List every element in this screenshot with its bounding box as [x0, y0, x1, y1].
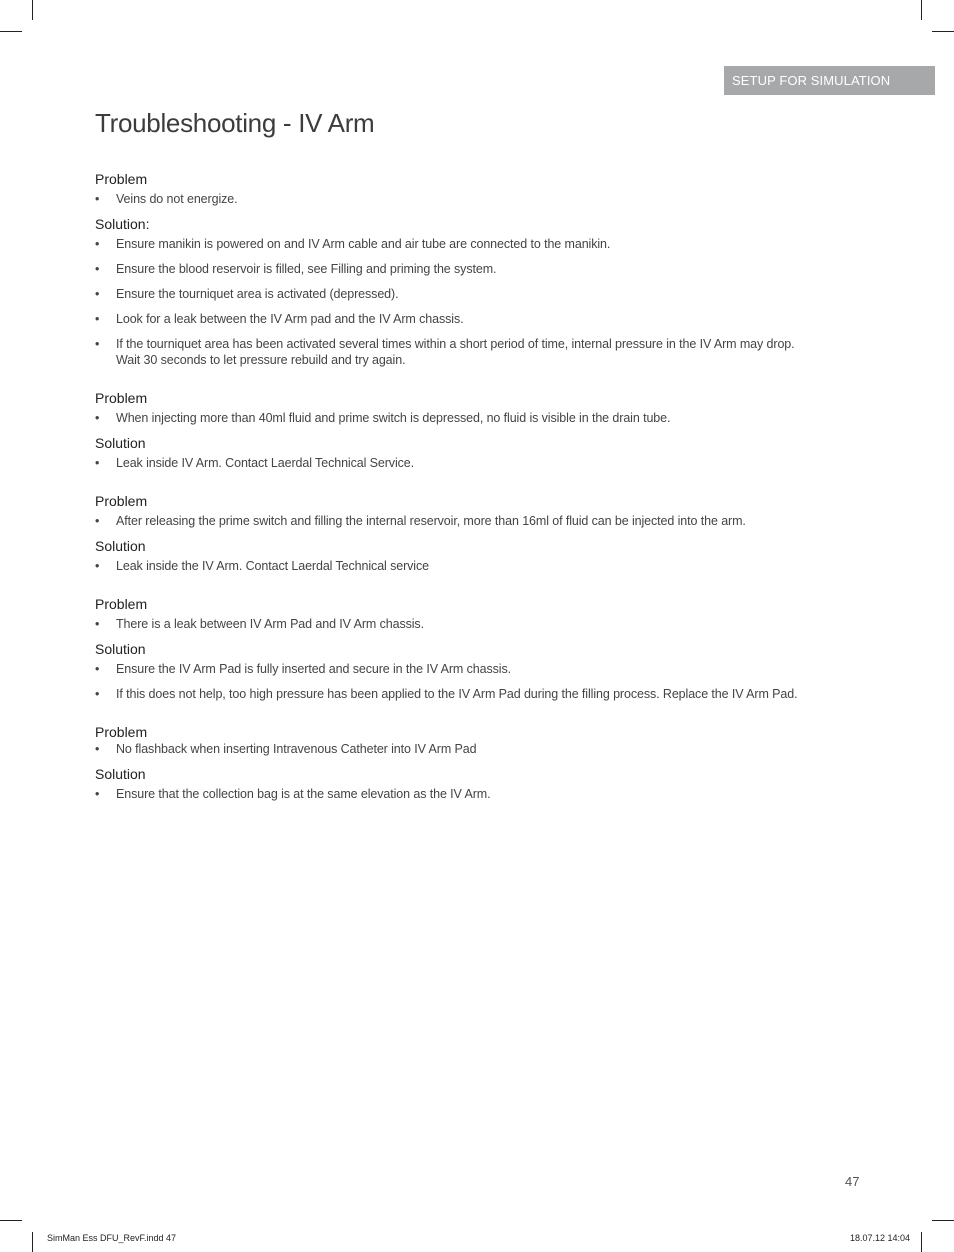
list-item	[95, 686, 815, 702]
bullet: •	[95, 617, 100, 631]
problem-list	[95, 513, 815, 529]
page-number: 47	[845, 1174, 860, 1189]
bullet: •	[95, 192, 100, 206]
item-text: Leak inside IV Arm. Contact Laerdal Technical Service.	[116, 456, 415, 470]
crop-mark-top-right-v	[921, 0, 922, 20]
list-item	[95, 410, 815, 426]
list-item	[95, 616, 815, 632]
crop-mark-bottom-right-h	[932, 1220, 954, 1221]
troubleshooting-group	[95, 723, 815, 802]
crop-mark-top-left-h	[0, 31, 22, 32]
item-text: Ensure manikin is powered on and IV Arm cable and air tube are connected to the manikin.	[116, 237, 611, 251]
bullet: •	[95, 662, 100, 676]
troubleshooting-group	[95, 492, 815, 574]
solution-heading: Solution	[95, 435, 146, 451]
solution-list	[95, 236, 815, 368]
list-item	[95, 191, 815, 207]
list-item	[95, 786, 815, 802]
list-item	[95, 513, 815, 529]
problem-heading: Problem	[95, 493, 148, 509]
solution-list	[95, 661, 815, 702]
item-text: There is a leak between IV Arm Pad and IV Arm chassis.	[116, 617, 424, 631]
list-item	[95, 558, 815, 574]
solution-heading: Solution	[95, 766, 146, 782]
solution-list	[95, 786, 815, 802]
list-item	[95, 455, 815, 471]
bullet: •	[95, 237, 100, 251]
solution-heading: Solution	[95, 641, 146, 657]
bullet: •	[95, 742, 100, 756]
problem-list	[95, 741, 815, 757]
solution-list	[95, 455, 815, 471]
solution-list	[95, 558, 815, 574]
date-slug: 18.07.12 14:04	[850, 1233, 911, 1243]
troubleshooting-group	[95, 389, 815, 471]
crop-mark-bottom-left-h	[0, 1220, 22, 1221]
file-slug: SimMan Ess DFU_RevF.indd 47	[47, 1233, 177, 1243]
list-item	[95, 236, 815, 252]
list-item	[95, 741, 815, 757]
problem-list	[95, 191, 815, 207]
bullet: •	[95, 559, 100, 573]
bullet: •	[95, 787, 100, 801]
problem-heading: Problem	[95, 390, 148, 406]
bullet: •	[95, 687, 100, 701]
item-text: No flashback when inserting Intravenous Catheter into IV Arm Pad	[116, 742, 477, 756]
bullet: •	[95, 514, 100, 528]
bullet: •	[95, 456, 100, 470]
item-text: If this does not help, too high pressure has been applied to the IV Arm Pad during the filling process. Replace the IV Arm Pad.	[116, 687, 798, 701]
solution-heading: Solution	[95, 538, 146, 554]
crop-mark-bottom-left-v	[32, 1232, 33, 1252]
troubleshooting-group	[95, 170, 815, 368]
troubleshooting-group	[95, 595, 815, 702]
item-text: Ensure that the collection bag is at the same elevation as the IV Arm.	[116, 787, 491, 801]
solution-heading: Solution:	[95, 216, 150, 232]
crop-mark-top-right-h	[932, 31, 954, 32]
item-text: When injecting more than 40ml fluid and prime switch is depressed, no fluid is visible in the drain tube.	[116, 411, 671, 425]
item-text: Veins do not energize.	[116, 192, 238, 206]
item-text: Ensure the blood reservoir is filled, see Filling and priming the system.	[116, 262, 497, 276]
problem-list	[95, 410, 815, 426]
item-text: Look for a leak between the IV Arm pad and the IV Arm chassis.	[116, 312, 464, 326]
item-text: Ensure the tourniquet area is activated (depressed).	[116, 287, 399, 301]
item-text: Ensure the IV Arm Pad is fully inserted and secure in the IV Arm chassis.	[116, 662, 511, 676]
list-item	[95, 336, 815, 368]
problem-heading: Problem	[95, 171, 148, 187]
list-item	[95, 311, 815, 327]
item-text: Leak inside the IV Arm. Contact Laerdal Technical service	[116, 559, 429, 573]
bullet: •	[95, 287, 100, 301]
list-item	[95, 286, 815, 302]
crop-mark-bottom-right-v	[921, 1232, 922, 1252]
list-item	[95, 261, 815, 277]
problem-heading: Problem	[95, 724, 148, 740]
problem-list	[95, 616, 815, 632]
item-text: If the tourniquet area has been activated several times within a short period of time, internal pressure in the IV Arm may drop. Wait 30 seconds to let pressure rebuild and try again.	[116, 337, 795, 367]
bullet: •	[95, 337, 100, 351]
troubleshooting-content	[95, 170, 815, 810]
page-title: Troubleshooting - IV Arm	[95, 108, 375, 138]
item-text: After releasing the prime switch and filling the internal reservoir, more than 16ml of fluid can be injected into the arm.	[116, 514, 746, 528]
bullet: •	[95, 262, 100, 276]
list-item	[95, 661, 815, 677]
section-tab: SETUP FOR SIMULATION	[724, 66, 935, 95]
crop-mark-top-left-v	[32, 0, 33, 20]
bullet: •	[95, 411, 100, 425]
bullet: •	[95, 312, 100, 326]
problem-heading: Problem	[95, 596, 148, 612]
